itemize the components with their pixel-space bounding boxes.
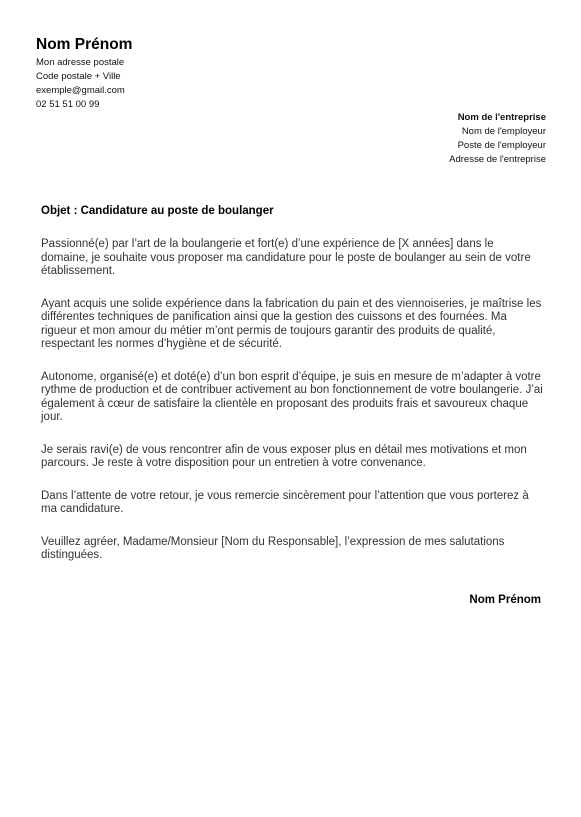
- sender-city: Code postale + Ville: [36, 71, 121, 82]
- body-paragraph: Ayant acquis une solide expérience dans la fabrication du pain et des viennoiseries, je maîtrise les différentes techniques de panification ainsi que la gestion des cuissons et des fournées. Ma rigueur et mon amour du métier m’ont permis de toujours garantir des produits de qualité, respectant les normes d’hygiène et de sécurité.: [41, 297, 542, 350]
- sender-phone: 02 51 51 00 99: [36, 99, 100, 110]
- recipient-company: Nom de l'entreprise: [457, 112, 546, 123]
- body-paragraph: Je serais ravi(e) de vous rencontrer afin de vous exposer plus en détail mes motivations et mon parcours. Je reste à votre disposition pour un entretien à votre convenance.: [41, 443, 527, 469]
- sender-block: [36, 36, 296, 112]
- recipient-block: [286, 111, 546, 167]
- letter-body: [41, 238, 544, 582]
- recipient-employer-position: Poste de l'employeur: [457, 140, 546, 151]
- letter-subject: Objet : Candidature au poste de boulanger: [41, 205, 274, 217]
- body-paragraph: Passionné(e) par l’art de la boulangerie et fort(e) d’une expérience de [X années] dans le domaine, je souhaite vous proposer ma candidature pour le poste de boulanger au sein de votre établissement.: [41, 238, 531, 277]
- body-paragraph: Dans l’attente de votre retour, je vous remercie sincèrement pour l’attention que vous porterez à ma candidature.: [41, 489, 529, 515]
- sender-name: Nom Prénom: [36, 36, 133, 53]
- recipient-company-address: Adresse de l'entreprise: [449, 154, 546, 165]
- body-paragraph: Autonome, organisé(e) et doté(e) d’un bon esprit d’équipe, je suis en mesure de m’adapter à votre rythme de production et de contribuer activement au bon fonctionnement de votre boulangerie. J’ai également à cœur de satisfaire la clientèle en proposant des produits frais et savoureux chaque jour.: [41, 370, 543, 423]
- sender-email: exemple@gmail.com: [36, 85, 125, 96]
- sender-address: Mon adresse postale: [36, 57, 125, 68]
- body-paragraph: Veuillez agréer, Madame/Monsieur [Nom du Responsable], l’expression de mes salutations distinguées.: [41, 535, 505, 561]
- recipient-employer-name: Nom de l'employeur: [461, 126, 546, 137]
- signature: Nom Prénom: [469, 594, 541, 606]
